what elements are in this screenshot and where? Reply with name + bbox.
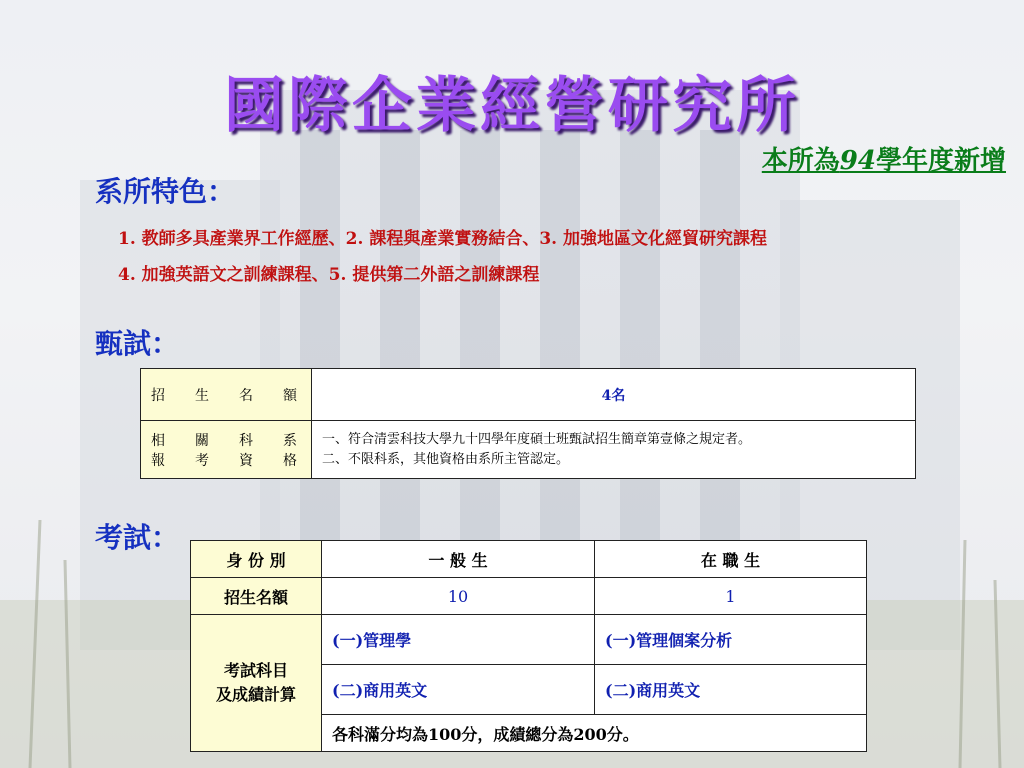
char: 格 xyxy=(283,452,301,469)
header-working: 在 職 生 xyxy=(595,541,867,578)
header-general: 一 般 生 xyxy=(322,541,595,578)
quota-label: 招生名額 xyxy=(191,578,322,615)
char: 關 xyxy=(195,432,213,449)
subtitle xyxy=(762,140,1006,177)
char: 系 xyxy=(283,432,301,449)
char: 資 xyxy=(239,452,257,469)
requirements-cell xyxy=(312,421,916,479)
char: 相 xyxy=(151,432,169,449)
char: 招 xyxy=(151,387,169,404)
features-heading: 系所特色： xyxy=(95,175,236,208)
score-note: 各科滿分均為100分，成績總分為200分。 xyxy=(322,715,867,752)
quota-value: 4名 xyxy=(312,369,916,421)
exam-heading: 考試： xyxy=(95,521,180,554)
screening-heading: 甄試： xyxy=(95,327,180,360)
general-subject-1: (一)管理學 xyxy=(322,615,595,665)
subtitle-suffix: 學年度新增 xyxy=(875,146,1006,176)
features-line-2: 4. 加強英語文之訓練課程、5. 提供第二外語之訓練課程 xyxy=(118,265,540,285)
char: 考 xyxy=(195,452,213,469)
subjects-label-line-1: 考試科目 xyxy=(223,661,288,680)
quota-general: 10 xyxy=(322,578,595,615)
header-identity: 身 份 別 xyxy=(191,541,322,578)
requirement-1: 一、符合清雲科技大學九十四學年度碩士班甄試招生簡章第壹條之規定者。 xyxy=(322,431,752,447)
char: 額 xyxy=(283,387,301,404)
working-subject-2: (二)商用英文 xyxy=(595,665,867,715)
subjects-label-line-2: 及成績計算 xyxy=(215,685,296,704)
subjects-label xyxy=(191,615,322,752)
screening-table xyxy=(140,368,916,479)
features-line-1: 1. 教師多具產業界工作經歷、2. 課程與產業實務結合、3. 加強地區文化經貿研究課程 xyxy=(118,229,767,249)
working-subject-1: (一)管理個案分析 xyxy=(595,615,867,665)
requirements-label-cell xyxy=(141,421,312,479)
exam-table xyxy=(190,540,867,752)
subtitle-number: 94 xyxy=(839,146,876,176)
requirement-2: 二、不限科系，其他資格由系所主管認定。 xyxy=(322,451,570,467)
quota-label-cell xyxy=(141,369,312,421)
page-title: 國際企業經營研究所 xyxy=(224,71,800,141)
general-subject-2: (二)商用英文 xyxy=(322,665,595,715)
quota-working: 1 xyxy=(595,578,867,615)
char: 名 xyxy=(239,387,257,404)
char: 科 xyxy=(239,432,257,449)
subtitle-prefix: 本所為 xyxy=(761,146,840,176)
char: 生 xyxy=(195,387,213,404)
char: 報 xyxy=(151,452,169,469)
